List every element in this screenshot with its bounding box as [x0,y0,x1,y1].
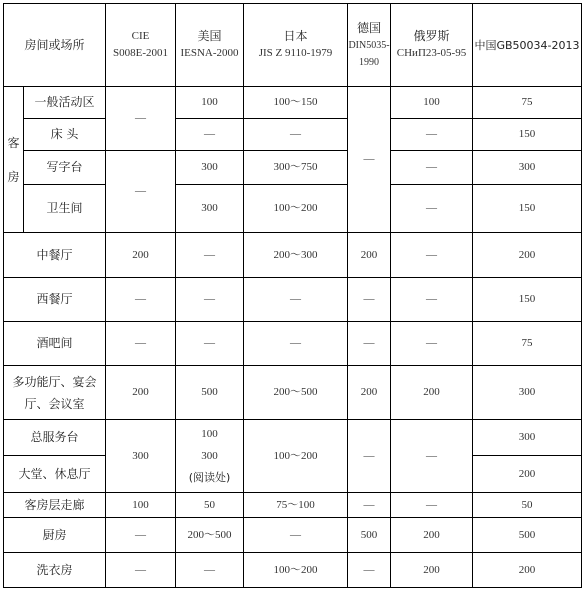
row-label-lobby: 大堂、休息厅 [4,456,106,493]
illuminance-standards-table [3,3,582,588]
table-row [4,151,582,185]
cell-western-restaurant-cie: — [106,278,176,322]
cell-chinese-restaurant-russia: — [391,233,473,278]
cell-desk-japan: 300～750 [244,151,348,185]
cell-kitchen-china: 500 [473,518,582,553]
header-china-name: 中国GB50034-2013 [474,38,580,52]
row-label-bed: 床 头 [24,119,106,151]
table-row [4,420,582,456]
table-row [4,553,582,588]
header-room [4,4,106,87]
table-row [4,366,582,420]
cell-front-lobby-cie: 300 [106,420,176,493]
row-label-desk: 写字台 [24,151,106,185]
cell-general-usa: 100 [176,87,244,119]
cell-bar-japan: — [244,322,348,366]
cell-general-china: 75 [473,87,582,119]
table-row [4,322,582,366]
cell-corridor-usa: 50 [176,493,244,518]
row-label-general: 一般活动区 [24,87,106,119]
header-japan-code: JIS Z 9110-1979 [258,47,333,59]
cell-front-lobby-japan: 100～200 [244,420,348,493]
header-cie [106,4,176,87]
table-row [4,185,582,233]
cell-western-restaurant-china: 150 [473,278,582,322]
cell-western-restaurant-russia: — [391,278,473,322]
row-label-multi-b: 厅、会议室 [24,396,85,411]
cell-front-lobby-germany: — [348,420,391,493]
cell-corridor-japan: 75～100 [244,493,348,518]
header-usa-code: IESNA-2000 [180,47,239,59]
cell-multi-japan: 200～500 [244,366,348,420]
row-label-laundry: 洗衣房 [4,553,106,588]
cell-desk-cie: — [106,151,176,233]
header-japan [244,4,348,87]
cell-bed-usa: — [176,119,244,151]
cell-chinese-restaurant-cie: 200 [106,233,176,278]
header-cie-name: CIE [131,30,150,42]
row-label-western-restaurant: 西餐厅 [4,278,106,322]
cell-western-restaurant-usa: — [176,278,244,322]
table-row [4,233,582,278]
cell-laundry-cie: — [106,553,176,588]
cell-general-russia: 100 [391,87,473,119]
cell-bed-japan: — [244,119,348,151]
guest-room-group-label [4,87,24,233]
cell-bed-china: 150 [473,119,582,151]
cell-front-lobby-usa-b: 300 [201,450,218,462]
header-germany-code-a: DIN5035- [348,39,390,51]
header-china [473,4,582,87]
cell-laundry-usa: — [176,553,244,588]
cell-front-lobby-usa [176,420,244,493]
cell-kitchen-russia: 200 [391,518,473,553]
table-row [4,87,582,119]
cell-bar-germany: — [348,322,391,366]
cell-bath-usa: 300 [176,185,244,233]
cell-kitchen-germany: 500 [348,518,391,553]
cell-multi-china: 300 [473,366,582,420]
row-label-chinese-restaurant: 中餐厅 [4,233,106,278]
row-label-bar: 酒吧间 [4,322,106,366]
cell-desk-usa: 300 [176,151,244,185]
row-label-corridor: 客房层走廊 [4,493,106,518]
cell-multi-russia: 200 [391,366,473,420]
cell-western-restaurant-japan: — [244,278,348,322]
cell-kitchen-usa: 200～500 [176,518,244,553]
cell-general-cie: — [106,87,176,151]
header-usa [176,4,244,87]
cell-western-restaurant-germany: — [348,278,391,322]
cell-laundry-japan: 100～200 [244,553,348,588]
header-usa-name: 美国 [197,29,222,43]
row-label-multi-a: 多功能厅、宴会 [12,374,97,389]
cell-laundry-china: 200 [473,553,582,588]
cell-corridor-china: 50 [473,493,582,518]
table-row [4,119,582,151]
cell-chinese-restaurant-germany: 200 [348,233,391,278]
table-row [4,518,582,553]
header-russia-name: 俄罗斯 [413,29,450,43]
cell-bath-japan: 100～200 [244,185,348,233]
header-cie-code: S008E-2001 [113,47,168,59]
cell-guest-germany: — [348,87,391,233]
cell-bath-china: 150 [473,185,582,233]
table-row [4,493,582,518]
header-germany-code-b: 1990 [359,56,379,68]
cell-laundry-germany: — [348,553,391,588]
header-russia-code: СНиП23-05-95 [396,47,467,59]
cell-laundry-russia: 200 [391,553,473,588]
cell-front-lobby-usa-c: (阅读处) [188,471,231,484]
guest-room-char-1: 客 [7,135,20,150]
cell-desk-china: 300 [473,151,582,185]
row-label-kitchen: 厨房 [4,518,106,553]
header-row [4,4,582,87]
cell-chinese-restaurant-usa: — [176,233,244,278]
cell-lobby-china: 200 [473,456,582,493]
cell-chinese-restaurant-china: 200 [473,233,582,278]
guest-room-char-2: 房 [7,169,20,184]
cell-front-desk-china: 300 [473,420,582,456]
header-germany [348,4,391,87]
header-japan-name: 日本 [283,29,308,43]
cell-kitchen-cie: — [106,518,176,553]
cell-multi-usa: 500 [176,366,244,420]
table-row [4,278,582,322]
cell-corridor-russia: — [391,493,473,518]
cell-multi-germany: 200 [348,366,391,420]
header-russia [391,4,473,87]
cell-chinese-restaurant-japan: 200～300 [244,233,348,278]
cell-bar-cie: — [106,322,176,366]
header-room-label: 房间或场所 [24,37,85,52]
cell-corridor-cie: 100 [106,493,176,518]
cell-bath-russia: — [391,185,473,233]
cell-front-lobby-usa-a: 100 [201,428,218,440]
cell-bed-russia: — [391,119,473,151]
cell-bar-china: 75 [473,322,582,366]
row-label-front-desk: 总服务台 [4,420,106,456]
cell-general-japan: 100～150 [244,87,348,119]
cell-kitchen-japan: — [244,518,348,553]
cell-bar-russia: — [391,322,473,366]
cell-corridor-germany: — [348,493,391,518]
cell-multi-cie: 200 [106,366,176,420]
row-label-multi [4,366,106,420]
cell-bar-usa: — [176,322,244,366]
row-label-bath: 卫生间 [24,185,106,233]
header-germany-name: 德国 [356,20,381,35]
cell-desk-russia: — [391,151,473,185]
cell-front-lobby-russia: — [391,420,473,493]
